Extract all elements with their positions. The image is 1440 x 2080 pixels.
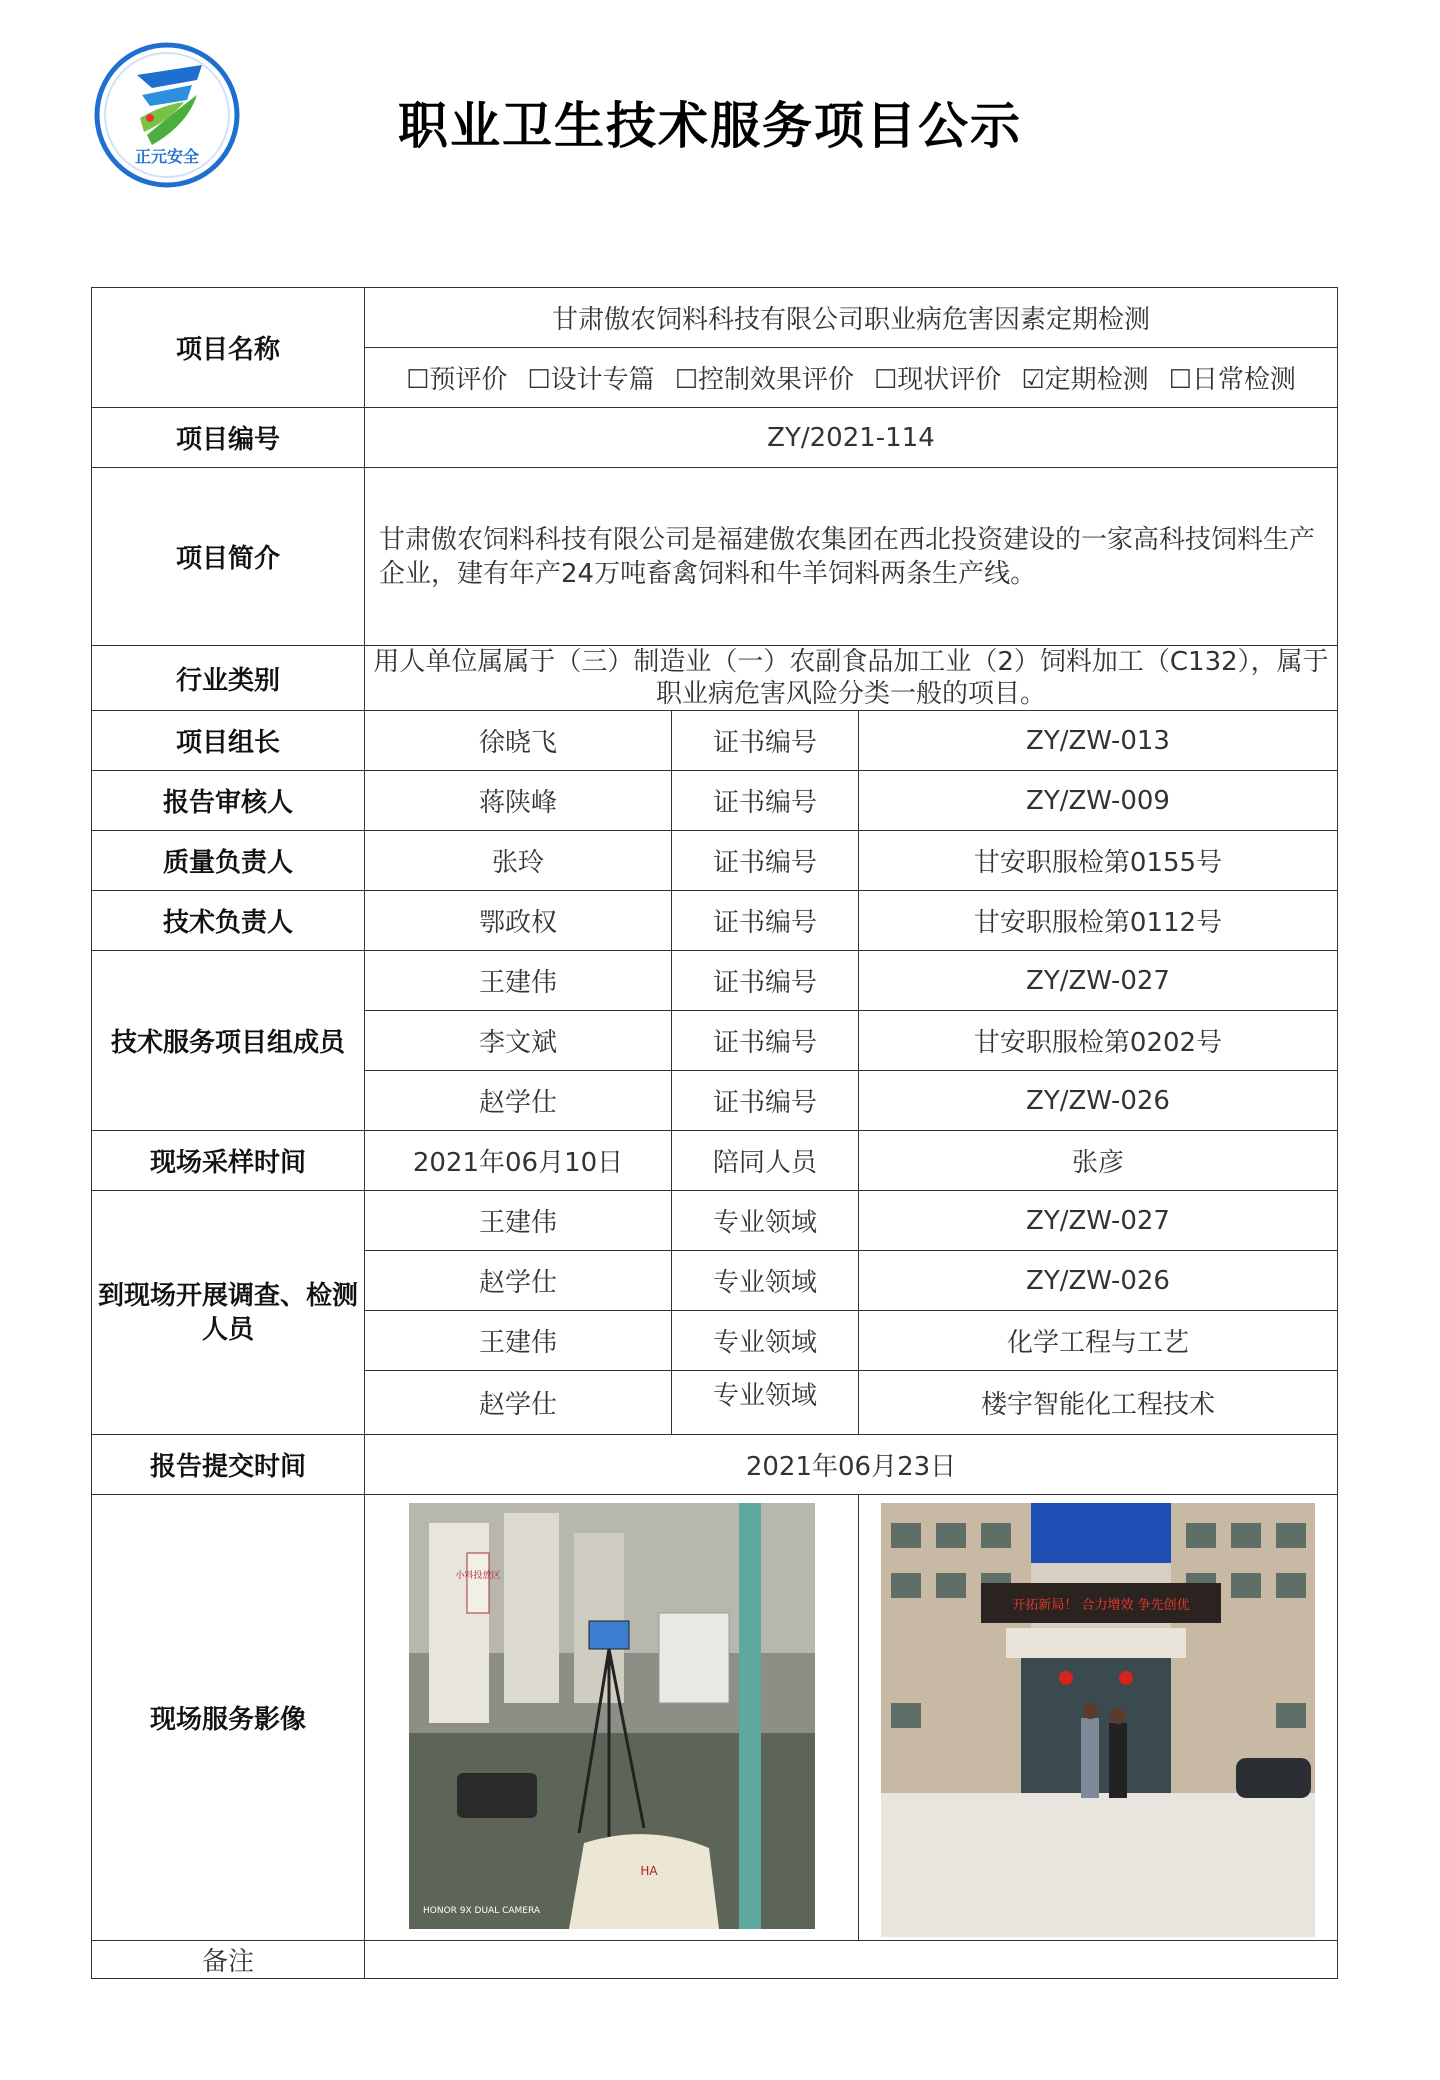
type-design: ☐设计专篇 <box>527 365 655 395</box>
label-technical: 技术负责人 <box>92 891 365 951</box>
label-project-no: 项目编号 <box>92 408 365 468</box>
reviewer-name: 蒋陕峰 <box>365 771 672 831</box>
member-cert-no: ZY/ZW-026 <box>859 1071 1338 1131</box>
row-sampling <box>92 1131 1338 1191</box>
project-intro-value: 甘肃傲农饲料科技有限公司是福建傲农集团在西北投资建设的一家高科技饲料生产企业，建有年产24万吨畜禽饲料和牛羊饲料两条生产线。 <box>365 468 1338 646</box>
remarks-value <box>365 1941 1338 1979</box>
leader-name: 徐晓飞 <box>365 711 672 771</box>
type-status: ☐现状评价 <box>874 365 1002 395</box>
site-staff-field-value: ZY/ZW-027 <box>859 1191 1338 1251</box>
site-staff-field-value: 楼宇智能化工程技术 <box>859 1371 1338 1435</box>
page-title: 职业卫生技术服务项目公示 <box>398 97 1022 155</box>
quality-name: 张玲 <box>365 831 672 891</box>
site-staff-field-value: ZY/ZW-026 <box>859 1251 1338 1311</box>
site-staff-name: 王建伟 <box>365 1191 672 1251</box>
row-remarks <box>92 1941 1338 1979</box>
site-staff-field-label: 专业领域 <box>672 1311 859 1371</box>
svg-text:HA: HA <box>639 1863 658 1878</box>
label-site-staff: 到现场开展调查、检测人员 <box>92 1191 365 1435</box>
label-project-name: 项目名称 <box>92 288 365 408</box>
member-name: 王建伟 <box>365 951 672 1011</box>
project-name-value: 甘肃傲农饲料科技有限公司职业病危害因素定期检测 <box>365 288 1338 348</box>
leader-cert-label: 证书编号 <box>672 711 859 771</box>
site-staff-name: 王建伟 <box>365 1311 672 1371</box>
photo2-banner-text: 开拓新局！ 合力增效 争先创优 <box>1012 1597 1190 1613</box>
row-project-no <box>92 408 1338 468</box>
project-no-value: ZY/2021-114 <box>365 408 1338 468</box>
member-name: 赵学仕 <box>365 1071 672 1131</box>
label-reviewer: 报告审核人 <box>92 771 365 831</box>
project-type-checklist <box>365 348 1338 408</box>
row-project-intro <box>92 468 1338 646</box>
label-submit-time: 报告提交时间 <box>92 1435 365 1495</box>
site-staff-name: 赵学仕 <box>365 1371 672 1435</box>
type-periodic: ☑定期检测 <box>1021 365 1149 395</box>
row-industry <box>92 646 1338 711</box>
site-staff-name: 赵学仕 <box>365 1251 672 1311</box>
quality-cert-label: 证书编号 <box>672 831 859 891</box>
industry-value: 用人单位属属于（三）制造业（一）农副食品加工业（2）饲料加工（C132），属于职业病危害风险分类一般的项目。 <box>365 646 1338 711</box>
photo-cell-1 <box>365 1495 859 1941</box>
reviewer-cert-no: ZY/ZW-009 <box>859 771 1338 831</box>
member-cert-no: ZY/ZW-027 <box>859 951 1338 1011</box>
accompany-label: 陪同人员 <box>672 1131 859 1191</box>
row-reviewer <box>92 771 1338 831</box>
row-leader <box>92 711 1338 771</box>
photo1-sign-text: 小料投放区 <box>454 1570 501 1581</box>
label-quality: 质量负责人 <box>92 831 365 891</box>
reviewer-cert-label: 证书编号 <box>672 771 859 831</box>
site-photo-2 <box>859 1503 1337 1933</box>
site-staff-field-value: 化学工程与工艺 <box>859 1311 1338 1371</box>
member-cert-label: 证书编号 <box>672 951 859 1011</box>
leader-cert-no: ZY/ZW-013 <box>859 711 1338 771</box>
site-staff-field-label: 专业领域 <box>672 1371 859 1435</box>
row-photos <box>92 1495 1338 1941</box>
logo-text: 正元安全 <box>134 147 200 166</box>
technical-cert-label: 证书编号 <box>672 891 859 951</box>
member-name: 李文斌 <box>365 1011 672 1071</box>
row-technical <box>92 891 1338 951</box>
type-control-effect: ☐控制效果评价 <box>674 365 854 395</box>
type-pre-evaluation: ☐预评价 <box>406 365 508 395</box>
site-staff-field-label: 专业领域 <box>672 1251 859 1311</box>
project-table <box>91 287 1338 1979</box>
label-leader: 项目组长 <box>92 711 365 771</box>
accompany-person: 张彦 <box>859 1131 1338 1191</box>
label-photos: 现场服务影像 <box>92 1495 365 1941</box>
row-member-1 <box>92 951 1338 1011</box>
photo1-watermark: HONOR 9X DUAL CAMERA <box>422 1905 540 1916</box>
site-photo-1 <box>365 1503 858 1933</box>
technical-name: 鄂政权 <box>365 891 672 951</box>
site-staff-field-label: 专业领域 <box>672 1191 859 1251</box>
row-site-staff-1 <box>92 1191 1338 1251</box>
label-industry: 行业类别 <box>92 646 365 711</box>
company-logo <box>92 40 242 190</box>
technical-cert-no: 甘安职服检第0112号 <box>859 891 1338 951</box>
quality-cert-no: 甘安职服检第0155号 <box>859 831 1338 891</box>
row-submit-time <box>92 1435 1338 1495</box>
label-project-intro: 项目简介 <box>92 468 365 646</box>
member-cert-label: 证书编号 <box>672 1011 859 1071</box>
member-cert-no: 甘安职服检第0202号 <box>859 1011 1338 1071</box>
submit-date: 2021年06月23日 <box>365 1435 1338 1495</box>
label-remarks: 备注 <box>92 1941 365 1979</box>
label-members: 技术服务项目组成员 <box>92 951 365 1131</box>
sampling-date: 2021年06月10日 <box>365 1131 672 1191</box>
member-cert-label: 证书编号 <box>672 1071 859 1131</box>
row-quality <box>92 831 1338 891</box>
type-daily: ☐日常检测 <box>1168 365 1296 395</box>
photo-cell-2 <box>859 1495 1338 1941</box>
label-sampling-time: 现场采样时间 <box>92 1131 365 1191</box>
row-project-name <box>92 288 1338 348</box>
